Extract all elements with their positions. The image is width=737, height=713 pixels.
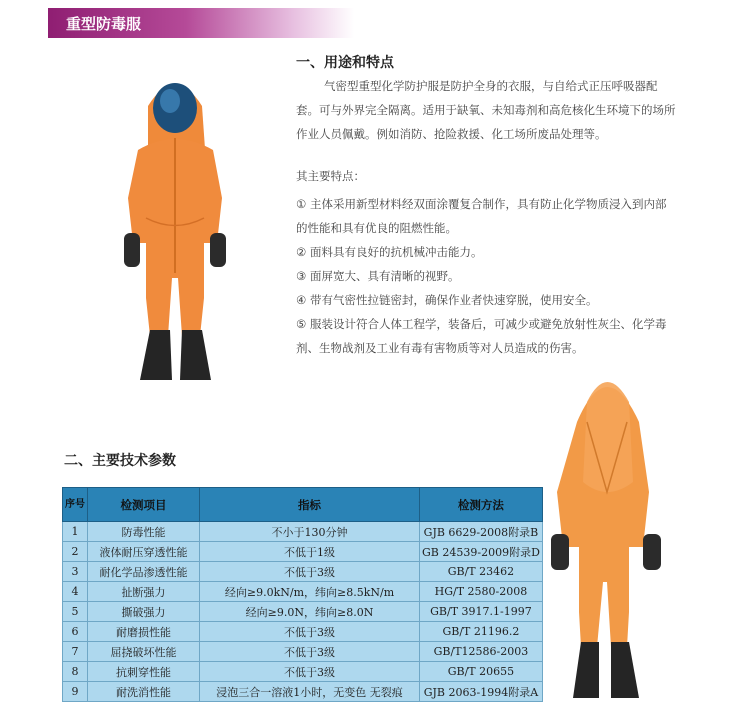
cell-no: 1 — [63, 522, 88, 542]
feature-item: ② 面料具有良好的抗机械冲击能力。 — [296, 245, 483, 259]
cell-item: 防毒性能 — [88, 522, 200, 542]
cell-no: 6 — [63, 622, 88, 642]
parameters-table — [62, 487, 543, 702]
feature-item: ① 主体采用新型材料经双面涂覆复合制作，具有防止化学物质浸入到内部的性能和具有优良的阻燃性能。 — [296, 197, 667, 235]
section2-title: 二、主要技术参数 — [64, 453, 176, 469]
cell-no: 8 — [63, 662, 88, 682]
cell-item: 撕破强力 — [88, 602, 200, 622]
cell-no: 7 — [63, 642, 88, 662]
table-row — [63, 682, 543, 702]
cell-spec: 经向≥9.0N，纬向≥8.0N — [200, 602, 420, 622]
cell-item: 耐洗消性能 — [88, 682, 200, 702]
cell-method: GB/T 3917.1-1997 — [420, 602, 543, 622]
table-row — [63, 662, 543, 682]
cell-method: GB/T 20655 — [420, 662, 543, 682]
feature-item: ⑤ 服装设计符合人体工程学，装备后，可减少或避免放射性灰尘、化学毒剂、生物战剂及工业有毒有害物质等对人员造成的伤害。 — [296, 317, 667, 355]
cell-spec: 不低于3级 — [200, 662, 420, 682]
cell-method: GB 24539-2009附录D — [420, 542, 543, 562]
feature-item: ③ 面屏宽大、具有清晰的视野。 — [296, 269, 460, 283]
cell-spec: 不低于3级 — [200, 642, 420, 662]
table-row — [63, 622, 543, 642]
header-spec: 指标 — [200, 488, 420, 522]
cell-spec: 浸泡三合一溶液1小时，无变色 无裂痕 — [200, 682, 420, 702]
section1-title: 一、用途和特点 — [296, 55, 394, 71]
suit-front-image — [118, 68, 233, 386]
cell-spec: 不小于130分钟 — [200, 522, 420, 542]
suit-back-image — [547, 362, 667, 702]
cell-method: HG/T 2580-2008 — [420, 582, 543, 602]
table-row — [63, 602, 543, 622]
cell-item: 液体耐压穿透性能 — [88, 542, 200, 562]
table-row — [63, 522, 543, 542]
cell-method: GB/T 21196.2 — [420, 622, 543, 642]
table-header-row — [63, 488, 543, 522]
cell-method: GJB 2063-1994附录A — [420, 682, 543, 702]
cell-item: 屈挠破坏性能 — [88, 642, 200, 662]
header-method: 检测方法 — [420, 488, 543, 522]
cell-no: 9 — [63, 682, 88, 702]
features-title: 其主要特点： — [296, 169, 365, 183]
cell-item: 耐化学品渗透性能 — [88, 562, 200, 582]
cell-spec: 不低于3级 — [200, 562, 420, 582]
intro-paragraph: 气密型重型化学防护服是防护全身的衣服，与自给式正压呼吸器配套。可与外界完全隔离。适用于缺氧、未知毒剂和高危核化生环境下的场所作业人员佩戴。例如消防、抢险救援、化工场所废品处理等。 — [296, 79, 676, 141]
cell-no: 2 — [63, 542, 88, 562]
cell-method: GB/T12586-2003 — [420, 642, 543, 662]
header-no: 序号 — [63, 488, 88, 522]
cell-method: GB/T 23462 — [420, 562, 543, 582]
header-item: 检测项目 — [88, 488, 200, 522]
cell-spec: 不低于1级 — [200, 542, 420, 562]
cell-no: 4 — [63, 582, 88, 602]
banner-title: 重型防毒服 — [66, 15, 142, 33]
cell-no: 3 — [63, 562, 88, 582]
feature-item: ④ 带有气密性拉链密封，确保作业者快速穿脱，使用安全。 — [296, 293, 598, 307]
cell-no: 5 — [63, 602, 88, 622]
cell-item: 扯断强力 — [88, 582, 200, 602]
cell-item: 抗刺穿性能 — [88, 662, 200, 682]
cell-method: GJB 6629-2008附录B — [420, 522, 543, 542]
title-banner — [48, 8, 354, 38]
table-row — [63, 642, 543, 662]
table-row — [63, 542, 543, 562]
cell-spec: 不低于3级 — [200, 622, 420, 642]
cell-item: 耐磨损性能 — [88, 622, 200, 642]
table-row — [63, 582, 543, 602]
cell-spec: 经向≥9.0kN/m，纬向≥8.5kN/m — [200, 582, 420, 602]
table-row — [63, 562, 543, 582]
